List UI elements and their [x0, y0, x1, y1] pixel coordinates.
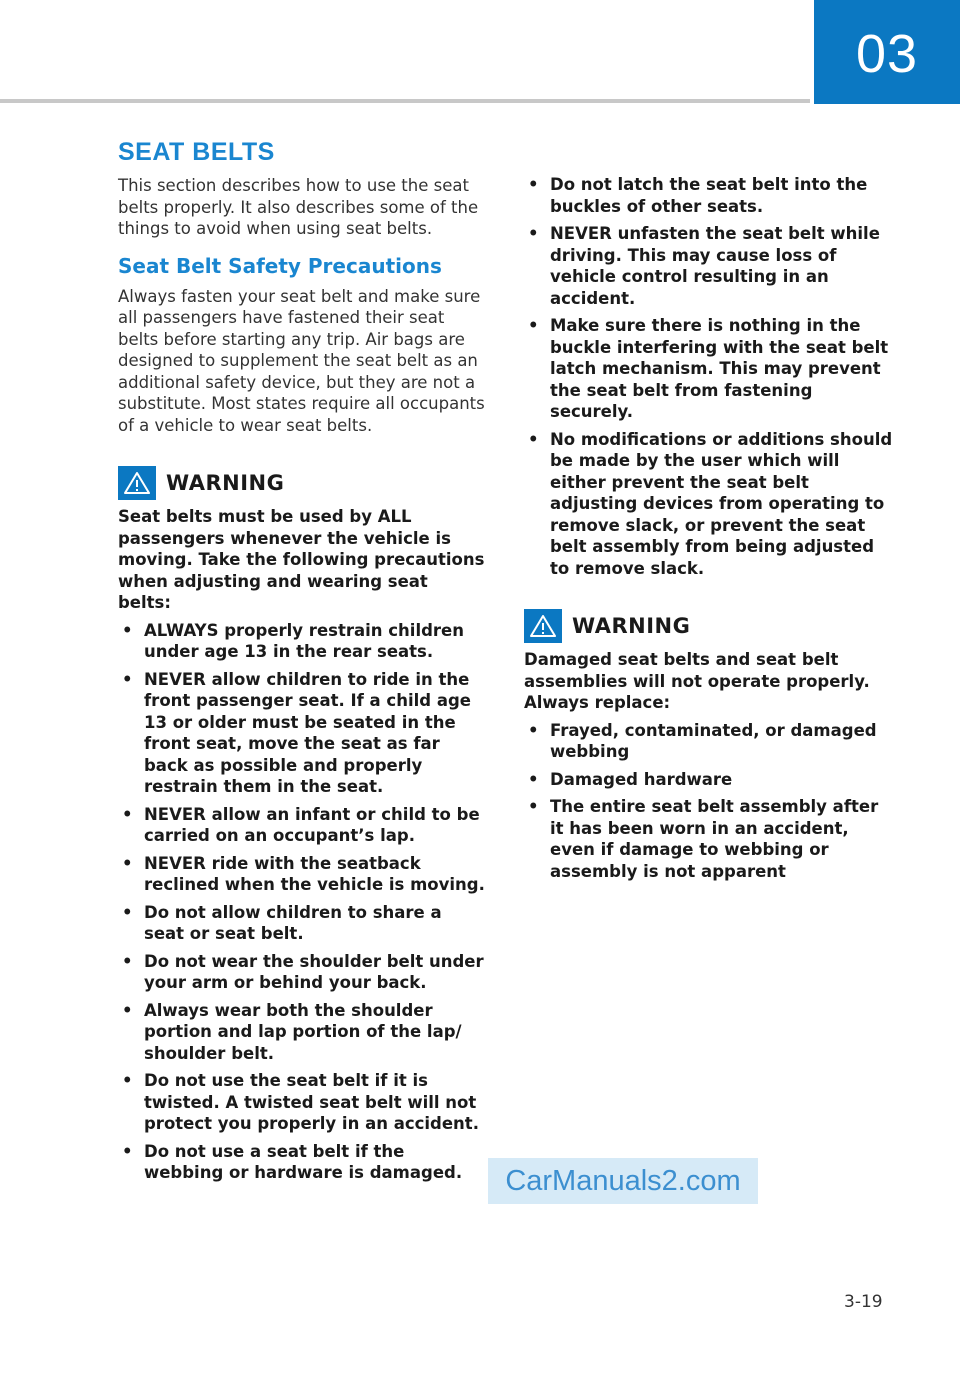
- continued-list: [524, 174, 896, 579]
- warning-label: WARNING: [572, 614, 691, 638]
- list-item: • Frayed, contaminated, or damaged webbing: [528, 720, 877, 761]
- warning-triangle-icon: [118, 466, 156, 500]
- subsection-title: Seat Belt Safety Precautions: [118, 253, 442, 278]
- list-item: • Do not wear the shoulder belt under your arm or behind your back.: [122, 951, 484, 992]
- warning-list: [118, 620, 486, 1184]
- section-title: SEAT BELTS: [118, 138, 275, 166]
- right-column: [524, 174, 896, 888]
- bullet: •: [528, 797, 539, 816]
- list-item: • Damaged hardware: [528, 769, 733, 789]
- list-item: • No modifications or additions should be made by the user which will either prevent the seat belt adjusting devices from operating to remove slack, or prevent the seat belt assembly from being adjusted to remove slack.: [528, 429, 893, 578]
- list-item: • NEVER ride with the seatback reclined when the vehicle is moving.: [122, 853, 485, 894]
- bullet: •: [528, 316, 539, 335]
- list-item: • ALWAYS properly restrain children under age 13 in the rear seats.: [122, 620, 464, 661]
- warning-triangle-icon: [524, 609, 562, 643]
- chapter-number: 03: [855, 24, 919, 84]
- bullet: •: [122, 902, 133, 922]
- warning-label: WARNING: [166, 471, 285, 495]
- bullet: •: [122, 853, 133, 873]
- intro-paragraph: This section describes how to use the seat belts properly. It also describes some of the things to avoid when using seat belts.: [118, 176, 479, 238]
- left-column: [118, 138, 486, 1190]
- chapter-tab: [814, 0, 960, 104]
- page-number: 3-19: [844, 1292, 883, 1312]
- warning-list: [524, 720, 896, 883]
- warning-text: Seat belts must be used by ALL passengers whenever the vehicle is moving. Take the following precautions when adjusting and wearing seat belts:: [118, 507, 485, 612]
- bullet: •: [528, 224, 539, 243]
- bullet: •: [528, 769, 539, 789]
- precautions-paragraph: Always fasten your seat belt and make sure all passengers have fastened their seat belts before starting any trip. Air bags are designed to supplement the seat belt as an additional safety device, but they are not a substitute. Most states require all occupants of a vehicle to wear seat belts.: [118, 286, 485, 435]
- bullet: •: [122, 1141, 133, 1161]
- bullet: •: [122, 1071, 133, 1090]
- bullet: •: [122, 804, 133, 824]
- list-item: • NEVER allow an infant or child to be carried on an occupant’s lap.: [122, 804, 480, 845]
- list-item: • Do not use the seat belt if it is twisted. A twisted seat belt will not protect you properly in an accident.: [122, 1071, 479, 1133]
- bullet: •: [122, 1000, 133, 1020]
- list-item: • The entire seat belt assembly after it has been worn in an accident, even if damage to webbing or assembly is not apparent: [528, 797, 879, 881]
- list-item: • Always wear both the shoulder portion and lap portion of the lap/ shoulder belt.: [122, 1000, 462, 1063]
- bullet: •: [528, 720, 539, 740]
- bullet: •: [122, 620, 133, 640]
- list-item: • Do not allow children to share a seat or seat belt.: [122, 902, 442, 943]
- header-rule: [0, 99, 810, 103]
- bullet: •: [528, 429, 539, 449]
- list-item: • Do not latch the seat belt into the buckles of other seats.: [528, 175, 868, 216]
- warning-text: Damaged seat belts and seat belt assemblies will not operate properly. Always replace:: [524, 650, 870, 712]
- list-item: • Make sure there is nothing in the buckle interfering with the seat belt latch mechanism. This may prevent the seat belt from fastening securely.: [528, 316, 889, 421]
- warning-header: [524, 609, 896, 643]
- bullet: •: [122, 669, 133, 689]
- bullet: •: [122, 951, 133, 971]
- watermark-logo: CarManuals2.com: [488, 1158, 758, 1204]
- list-item: • NEVER unfasten the seat belt while driving. This may cause loss of vehicle control resulting in an accident.: [528, 224, 880, 308]
- list-item: • Do not use a seat belt if the webbing or hardware is damaged.: [122, 1141, 463, 1182]
- warning-header: [118, 466, 486, 500]
- list-item: • NEVER allow children to ride in the front passenger seat. If a child age 13 or older must be seated in the front seat, move the seat as far back as possible and properly restrain them in the seat.: [122, 669, 471, 796]
- bullet: •: [528, 175, 539, 194]
